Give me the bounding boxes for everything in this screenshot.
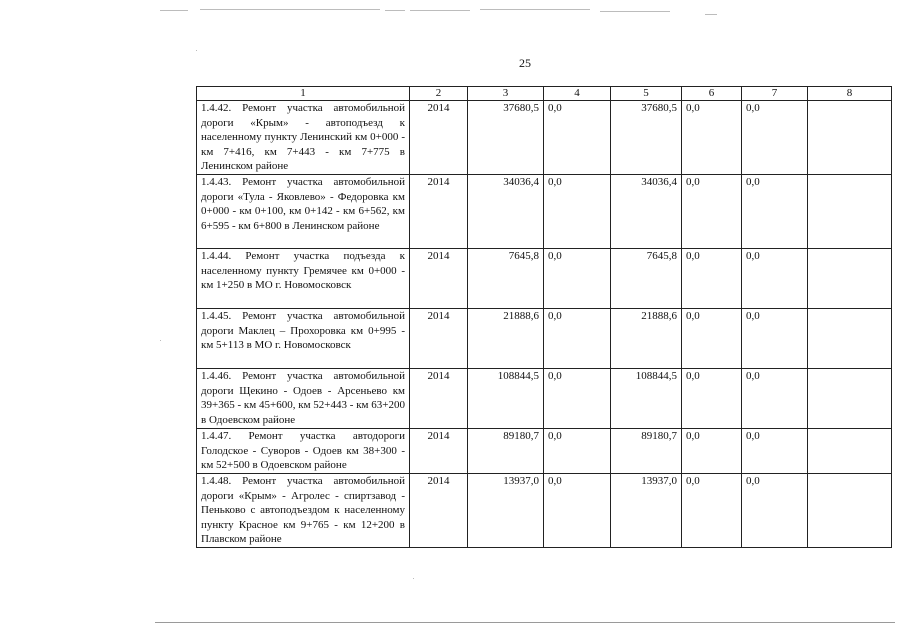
table-row [197,249,892,309]
road-name-cell: 1.4.46. Ремонт участка автомобильной дороги Щекино - Одоев - Арсеньево км 39+365 - км 45+600, км 52+443 - км 63+200 в Одоевском районе [197,369,410,429]
value-cell: 37680,5 [611,101,682,175]
value-cell: 34036,4 [611,175,682,249]
table-row [197,101,892,175]
value-cell: 0,0 [682,101,742,175]
value-cell: 0,0 [742,309,808,369]
value-cell: 89180,7 [611,429,682,474]
column-header: 3 [468,87,544,101]
value-cell: 0,0 [544,429,611,474]
value-cell: 0,0 [544,175,611,249]
value-cell: 0,0 [544,309,611,369]
road-name-cell: 1.4.43. Ремонт участка автомобильной дороги «Тула - Яковлево» - Федоровка км 0+000 - км 0+100, км 0+142 - км 6+562, км 6+595 - км 6+800 в Ленинском районе [197,175,410,249]
column-header: 5 [611,87,682,101]
year-cell: 2014 [410,175,468,249]
column-header: 4 [544,87,611,101]
year-cell: 2014 [410,429,468,474]
value-cell: 0,0 [742,429,808,474]
year-cell: 2014 [410,474,468,548]
value-cell: 89180,7 [468,429,544,474]
year-cell: 2014 [410,249,468,309]
value-cell [808,101,892,175]
value-cell: 13937,0 [468,474,544,548]
value-cell: 34036,4 [468,175,544,249]
value-cell: 37680,5 [468,101,544,175]
scan-speck [196,50,197,51]
scan-top-edge [0,0,905,20]
road-name-cell: 1.4.44. Ремонт участка подъезда к населенному пункту Гремячее км 0+000 - км 1+250 в МО г. Новомосковск [197,249,410,309]
value-cell: 0,0 [742,369,808,429]
value-cell [808,429,892,474]
value-cell: 7645,8 [611,249,682,309]
value-cell: 0,0 [544,249,611,309]
value-cell: 0,0 [544,101,611,175]
value-cell: 13937,0 [611,474,682,548]
column-header: 6 [682,87,742,101]
road-name-cell: 1.4.45. Ремонт участка автомобильной дороги Маклец – Прохоровка км 0+995 - км 5+113 в МО г. Новомосковск [197,309,410,369]
column-header: 1 [197,87,410,101]
value-cell: 108844,5 [611,369,682,429]
column-header: 7 [742,87,808,101]
value-cell [808,249,892,309]
value-cell [808,474,892,548]
table-header-row [197,87,892,101]
table-row [197,474,892,548]
scan-speck [413,578,414,579]
scan-speck [160,340,161,341]
value-cell: 0,0 [742,474,808,548]
page-number: 25 [519,56,531,70]
road-name-cell: 1.4.47. Ремонт участка автодороги Голодское - Суворов - Одоев км 38+300 - км 52+500 в Одоевском районе [197,429,410,474]
road-name-cell: 1.4.48. Ремонт участка автомобильной дороги «Крым» - Агролес - спиртзавод - Пеньково с автоподъездом к населенному пункту Красное км 9+765 - км 12+200 в Плавском районе [197,474,410,548]
road-repair-table [196,86,892,548]
value-cell: 0,0 [742,101,808,175]
value-cell: 0,0 [682,175,742,249]
value-cell: 108844,5 [468,369,544,429]
scan-bottom-edge [155,622,895,623]
value-cell: 0,0 [682,369,742,429]
year-cell: 2014 [410,309,468,369]
value-cell: 7645,8 [468,249,544,309]
value-cell: 0,0 [742,175,808,249]
value-cell: 0,0 [682,309,742,369]
table-row [197,429,892,474]
value-cell: 21888,6 [468,309,544,369]
table-row [197,175,892,249]
value-cell: 0,0 [544,474,611,548]
value-cell: 0,0 [682,429,742,474]
value-cell [808,175,892,249]
year-cell: 2014 [410,369,468,429]
value-cell [808,369,892,429]
value-cell: 21888,6 [611,309,682,369]
table-row [197,309,892,369]
value-cell: 0,0 [544,369,611,429]
value-cell: 0,0 [682,249,742,309]
table-row [197,369,892,429]
column-header: 8 [808,87,892,101]
value-cell [808,309,892,369]
value-cell: 0,0 [742,249,808,309]
value-cell: 0,0 [682,474,742,548]
road-name-cell: 1.4.42. Ремонт участка автомобильной дороги «Крым» - автоподъезд к населенному пункту Ленинский км 0+000 - км 7+416, км 7+443 - км 7+775 в Ленинском районе [197,101,410,175]
column-header: 2 [410,87,468,101]
year-cell: 2014 [410,101,468,175]
